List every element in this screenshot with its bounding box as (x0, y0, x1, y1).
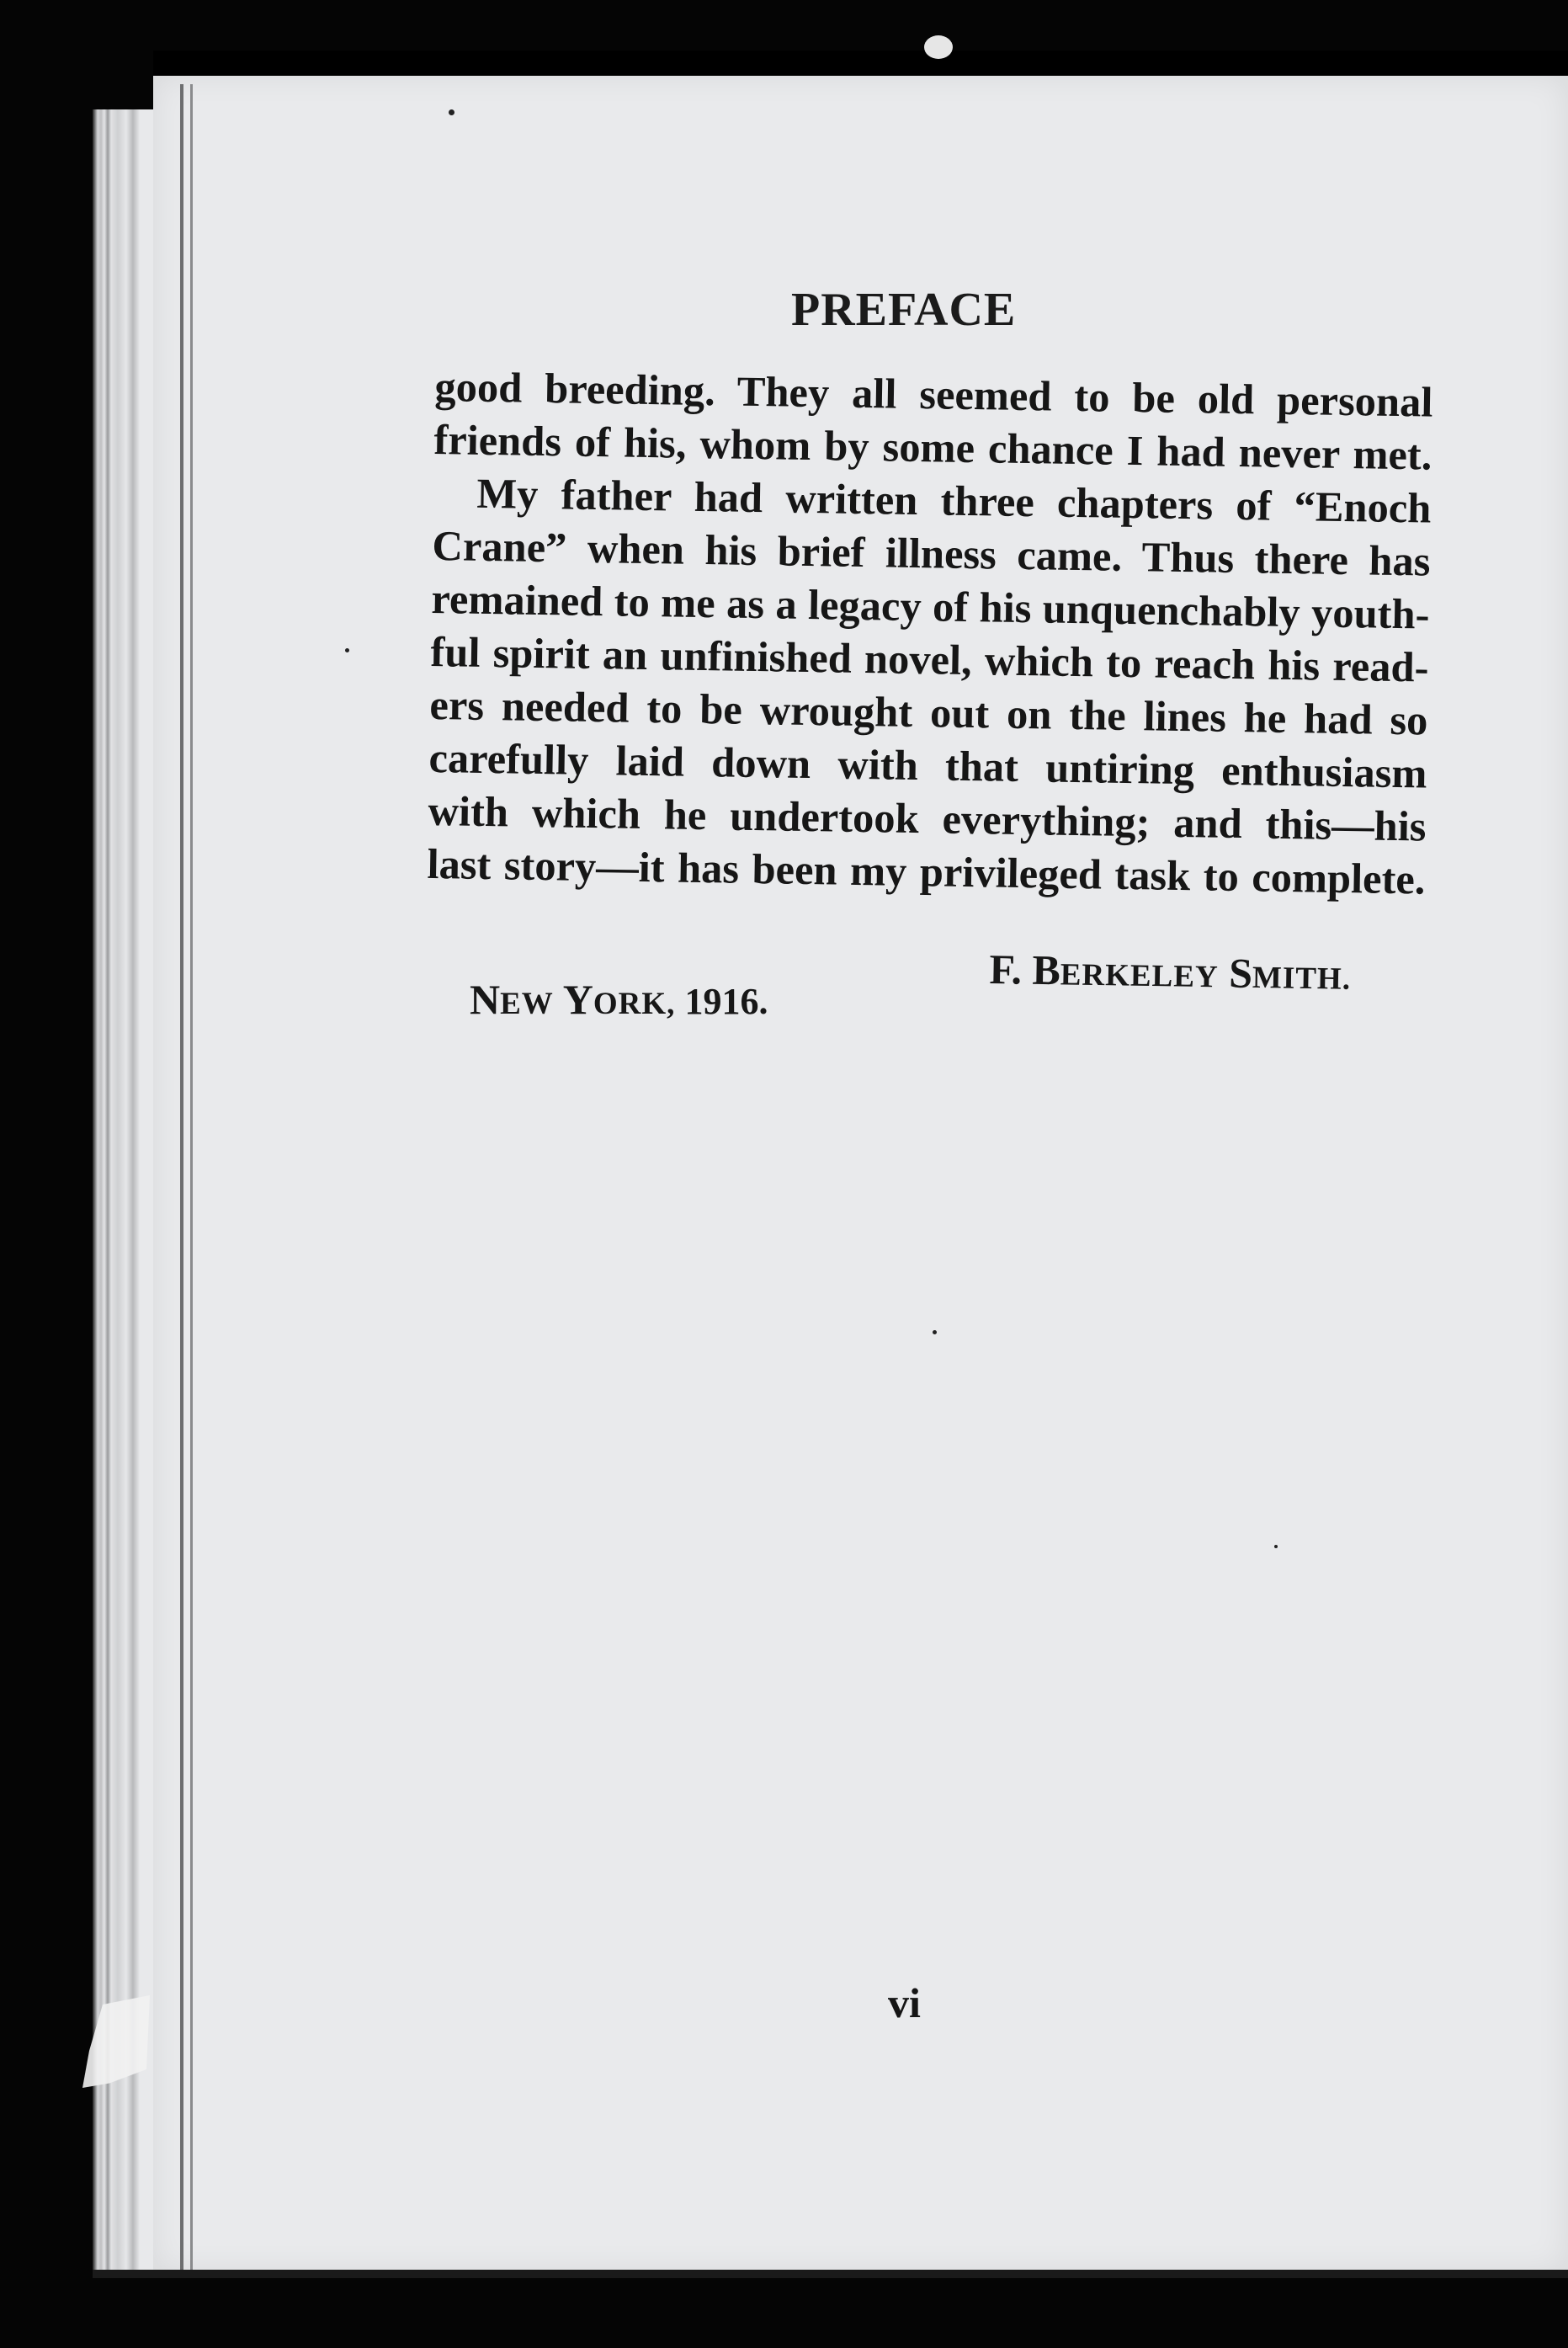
bottom-page-edge (93, 2270, 1568, 2278)
text-line: good breeding. They all seemed to be old personal (434, 362, 1433, 426)
paragraph (427, 466, 1432, 907)
place-and-date (470, 975, 768, 1024)
preface-text (427, 360, 1433, 907)
text-line: ful spirit an unfinished novel, which to reach his read- (430, 627, 1429, 691)
text-line: last story—it has been my privileged task to complete. (427, 839, 1426, 903)
paragraph (433, 360, 1433, 482)
year: 1916. (684, 981, 768, 1022)
author-signature (989, 945, 1351, 999)
binding-clip (924, 35, 953, 59)
text-line: remained to me as a legacy of his unquenchably youth- (431, 574, 1430, 638)
signature-initial: F. (989, 945, 1023, 993)
page-number: vi (888, 1979, 921, 2026)
text-line: friends of his, whom by some chance I had never met. (433, 415, 1432, 479)
top-shadow (153, 51, 1568, 76)
dust-speck (345, 648, 349, 652)
signature-first-name: BERKELEY (1032, 945, 1219, 995)
text-line: Crane” when his brief illness came. Thus there has (432, 521, 1431, 585)
text-line: ers needed to be wrought out on the lines he had so (429, 680, 1428, 744)
place-name: NEW YORK, (470, 976, 676, 1023)
signature-last-name: SMITH. (1228, 949, 1352, 997)
dust-speck (449, 109, 454, 115)
page-edge-line (180, 84, 183, 2273)
dust-speck (1274, 1545, 1278, 1548)
text-line: with which he undertook everything; and this—his (428, 786, 1427, 850)
text-line: My father had written three chapters of “Enoch (476, 469, 1432, 532)
text-line: carefully laid down with that untiring enthusiasm (428, 733, 1427, 797)
page-edge-line (190, 84, 193, 2273)
dust-speck (933, 1330, 937, 1334)
running-head: PREFACE (791, 284, 1017, 336)
